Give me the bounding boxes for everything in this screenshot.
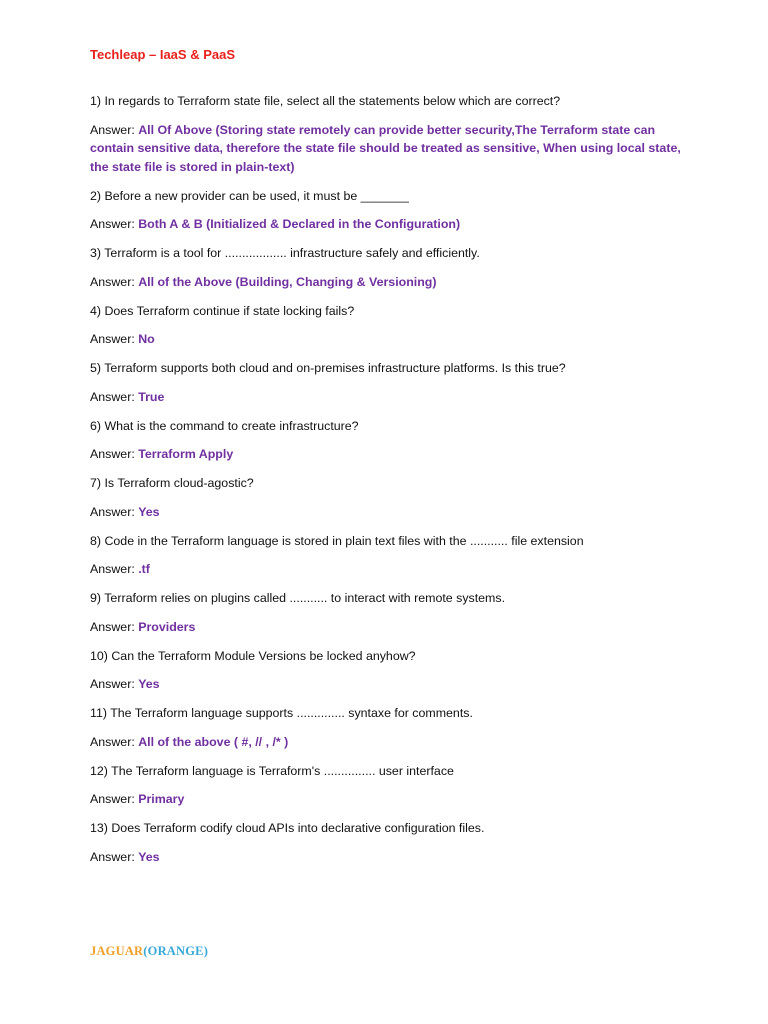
- answer-label: Answer:: [90, 677, 139, 691]
- question-item: [90, 762, 690, 809]
- answer-text: No: [138, 332, 155, 346]
- question-item: [90, 819, 690, 866]
- answer-line: [90, 445, 690, 464]
- question-item: [90, 359, 690, 406]
- footer-logo: [90, 944, 208, 959]
- answer-label: Answer:: [90, 274, 139, 289]
- answer-line: [90, 675, 690, 694]
- answer-label: Answer:: [90, 619, 139, 634]
- answer-label: Answer:: [90, 122, 139, 137]
- answer-label: Answer:: [90, 562, 139, 576]
- answer-line: [90, 560, 690, 579]
- answer-line: [90, 388, 690, 407]
- answer-line: [90, 330, 690, 349]
- question-text: 5) Terraform supports both cloud and on-premises infrastructure platforms. Is this true?: [90, 361, 566, 375]
- answer-text: Providers: [138, 619, 196, 634]
- question-text: 1) In regards to Terraform state file, select all the statements below which are correct?: [90, 94, 561, 108]
- question-item: [90, 187, 690, 234]
- question-text: 11) The Terraform language supports .............. syntaxe for comments.: [90, 706, 473, 720]
- answer-line: [90, 273, 690, 292]
- question-text: 10) Can the Terraform Module Versions be locked anyhow?: [90, 648, 416, 663]
- answer-line: [90, 215, 690, 234]
- answer-text: All of the above ( #, // , /* ): [138, 734, 289, 749]
- question-text: 12) The Terraform language is Terraform's ............... user interface: [90, 763, 454, 778]
- question-text: 3) Terraform is a tool for .................. infrastructure safely and efficiently.: [90, 246, 480, 260]
- question-item: [90, 704, 690, 751]
- answer-label: Answer:: [90, 792, 139, 806]
- question-text: 13) Does Terraform codify cloud APIs into declarative configuration files.: [90, 821, 485, 835]
- footer-logo-secondary: (ORANGE): [143, 944, 209, 958]
- answer-label: Answer:: [90, 389, 139, 404]
- question-text: 6) What is the command to create infrastructure?: [90, 418, 359, 433]
- answer-line: [90, 790, 690, 809]
- question-item: [90, 589, 690, 636]
- question-item: [90, 92, 690, 176]
- answer-line: [90, 733, 690, 752]
- question-item: [90, 417, 690, 464]
- question-text: 9) Terraform relies on plugins called ........... to interact with remote systems.: [90, 591, 506, 605]
- answer-label: Answer:: [90, 332, 139, 346]
- answer-line: [90, 618, 690, 637]
- answer-label: Answer:: [90, 849, 139, 864]
- question-item: [90, 532, 690, 579]
- answer-text: Both A & B (Initialized & Declared in the Configuration): [138, 217, 461, 231]
- answer-text: .tf: [138, 562, 150, 576]
- question-list: [90, 92, 690, 877]
- question-item: [90, 474, 690, 521]
- answer-text: Terraform Apply: [138, 447, 234, 461]
- question-text: 2) Before a new provider can be used, it must be _______: [90, 188, 409, 203]
- question-text: 7) Is Terraform cloud-agostic?: [90, 476, 254, 490]
- answer-text: Primary: [138, 792, 185, 806]
- answer-label: Answer:: [90, 734, 139, 749]
- answer-text: All of the Above (Building, Changing & Versioning): [138, 274, 437, 289]
- question-item: [90, 647, 690, 694]
- answer-line: [90, 503, 690, 522]
- answer-text: All Of Above (Storing state remotely can provide better security,The Terraform state can contain sensitive data, therefore the state file should be treated as sensitive, When using local state, the state file is stored in plain-text): [90, 122, 681, 174]
- answer-line: [90, 121, 690, 177]
- answer-label: Answer:: [90, 504, 139, 519]
- question-item: [90, 244, 690, 291]
- answer-label: Answer:: [90, 447, 139, 461]
- answer-line: [90, 848, 690, 867]
- document-title: Techleap – IaaS & PaaS: [90, 47, 235, 62]
- answer-label: Answer:: [90, 217, 139, 231]
- question-text: 8) Code in the Terraform language is stored in plain text files with the ........... file extension: [90, 533, 584, 548]
- answer-text: Yes: [138, 677, 160, 691]
- question-item: [90, 302, 690, 349]
- answer-text: Yes: [138, 504, 160, 519]
- answer-text: Yes: [138, 849, 160, 864]
- answer-text: True: [138, 389, 165, 404]
- question-text: 4) Does Terraform continue if state locking fails?: [90, 303, 355, 318]
- footer-logo-primary: JAGUAR: [90, 944, 144, 958]
